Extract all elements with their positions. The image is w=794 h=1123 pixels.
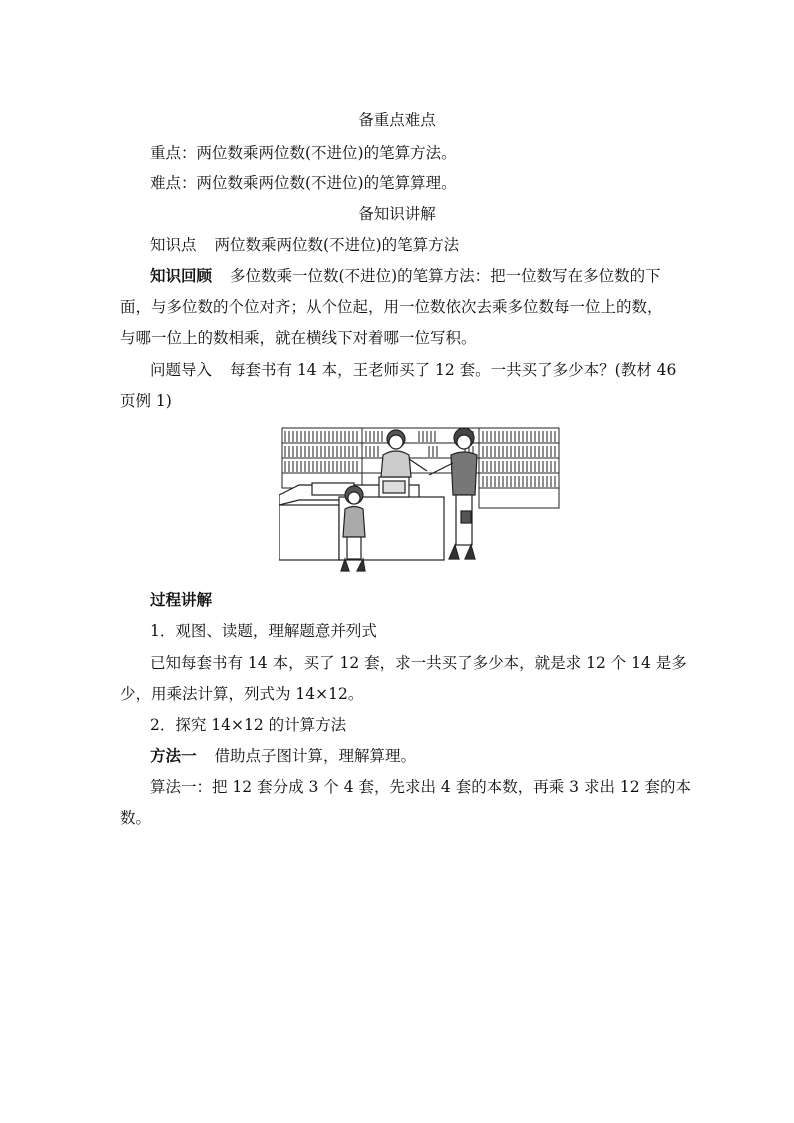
- step1-line-1: 已知每套书有 14 本，买了 12 套，求一共买了多少本，就是求 12 个 14 是多: [150, 654, 687, 672]
- step1-title: 1．观图、读题，理解题意并列式: [150, 622, 377, 640]
- method-label: 方法一: [150, 746, 197, 765]
- knowledge-point-title: 两位数乘两位数(不进位)的笔算方法: [214, 236, 460, 254]
- review-line-2: 面，与多位数的个位对齐；从个位起，用一位数依次去乘多位数每一位上的数，: [120, 298, 663, 316]
- algo-line-1: 算法一：把 12 套分成 3 个 4 套，先求出 4 套的本数，再乘 3 求出 12 套的本: [150, 778, 692, 796]
- algo-line-2: 数。: [120, 809, 152, 827]
- review-text-1: 多位数乘一位数(不进位)的笔算方法：把一位数写在多位数的下: [230, 267, 661, 285]
- difficulty-text: 难点：两位数乘两位数(不进位)的笔算算理。: [150, 174, 457, 192]
- heading-knowledge: 备知识讲解: [358, 205, 436, 223]
- step2-title: 2．探究 14×12 的计算方法: [150, 716, 347, 734]
- intro-label: 问题导入: [150, 361, 213, 379]
- step1-line-2: 少，用乘法计算，列式为 14×12。: [120, 685, 364, 703]
- review-line-3: 与哪一位上的数相乘，就在横线下对着哪一位写积。: [120, 329, 477, 347]
- review-label: 知识回顾: [150, 266, 213, 285]
- heading-key-points: 备重点难点: [358, 111, 436, 129]
- bookstore-illustration: [279, 425, 562, 578]
- intro-line-2: 页例 1): [120, 392, 172, 410]
- knowledge-point-line: [150, 235, 459, 255]
- intro-line-1: [150, 360, 676, 380]
- method-text: 借助点子图计算，理解算理。: [214, 747, 417, 765]
- method-line: [150, 746, 416, 766]
- knowledge-point-label: 知识点: [150, 236, 197, 254]
- process-heading: 过程讲解: [150, 590, 213, 609]
- intro-text-1: 每套书有 14 本，王老师买了 12 套。一共买了多少本？(教材 46: [230, 361, 677, 379]
- key-point-text: 重点：两位数乘两位数(不进位)的笔算方法。: [150, 144, 457, 162]
- review-line-1: [150, 266, 661, 286]
